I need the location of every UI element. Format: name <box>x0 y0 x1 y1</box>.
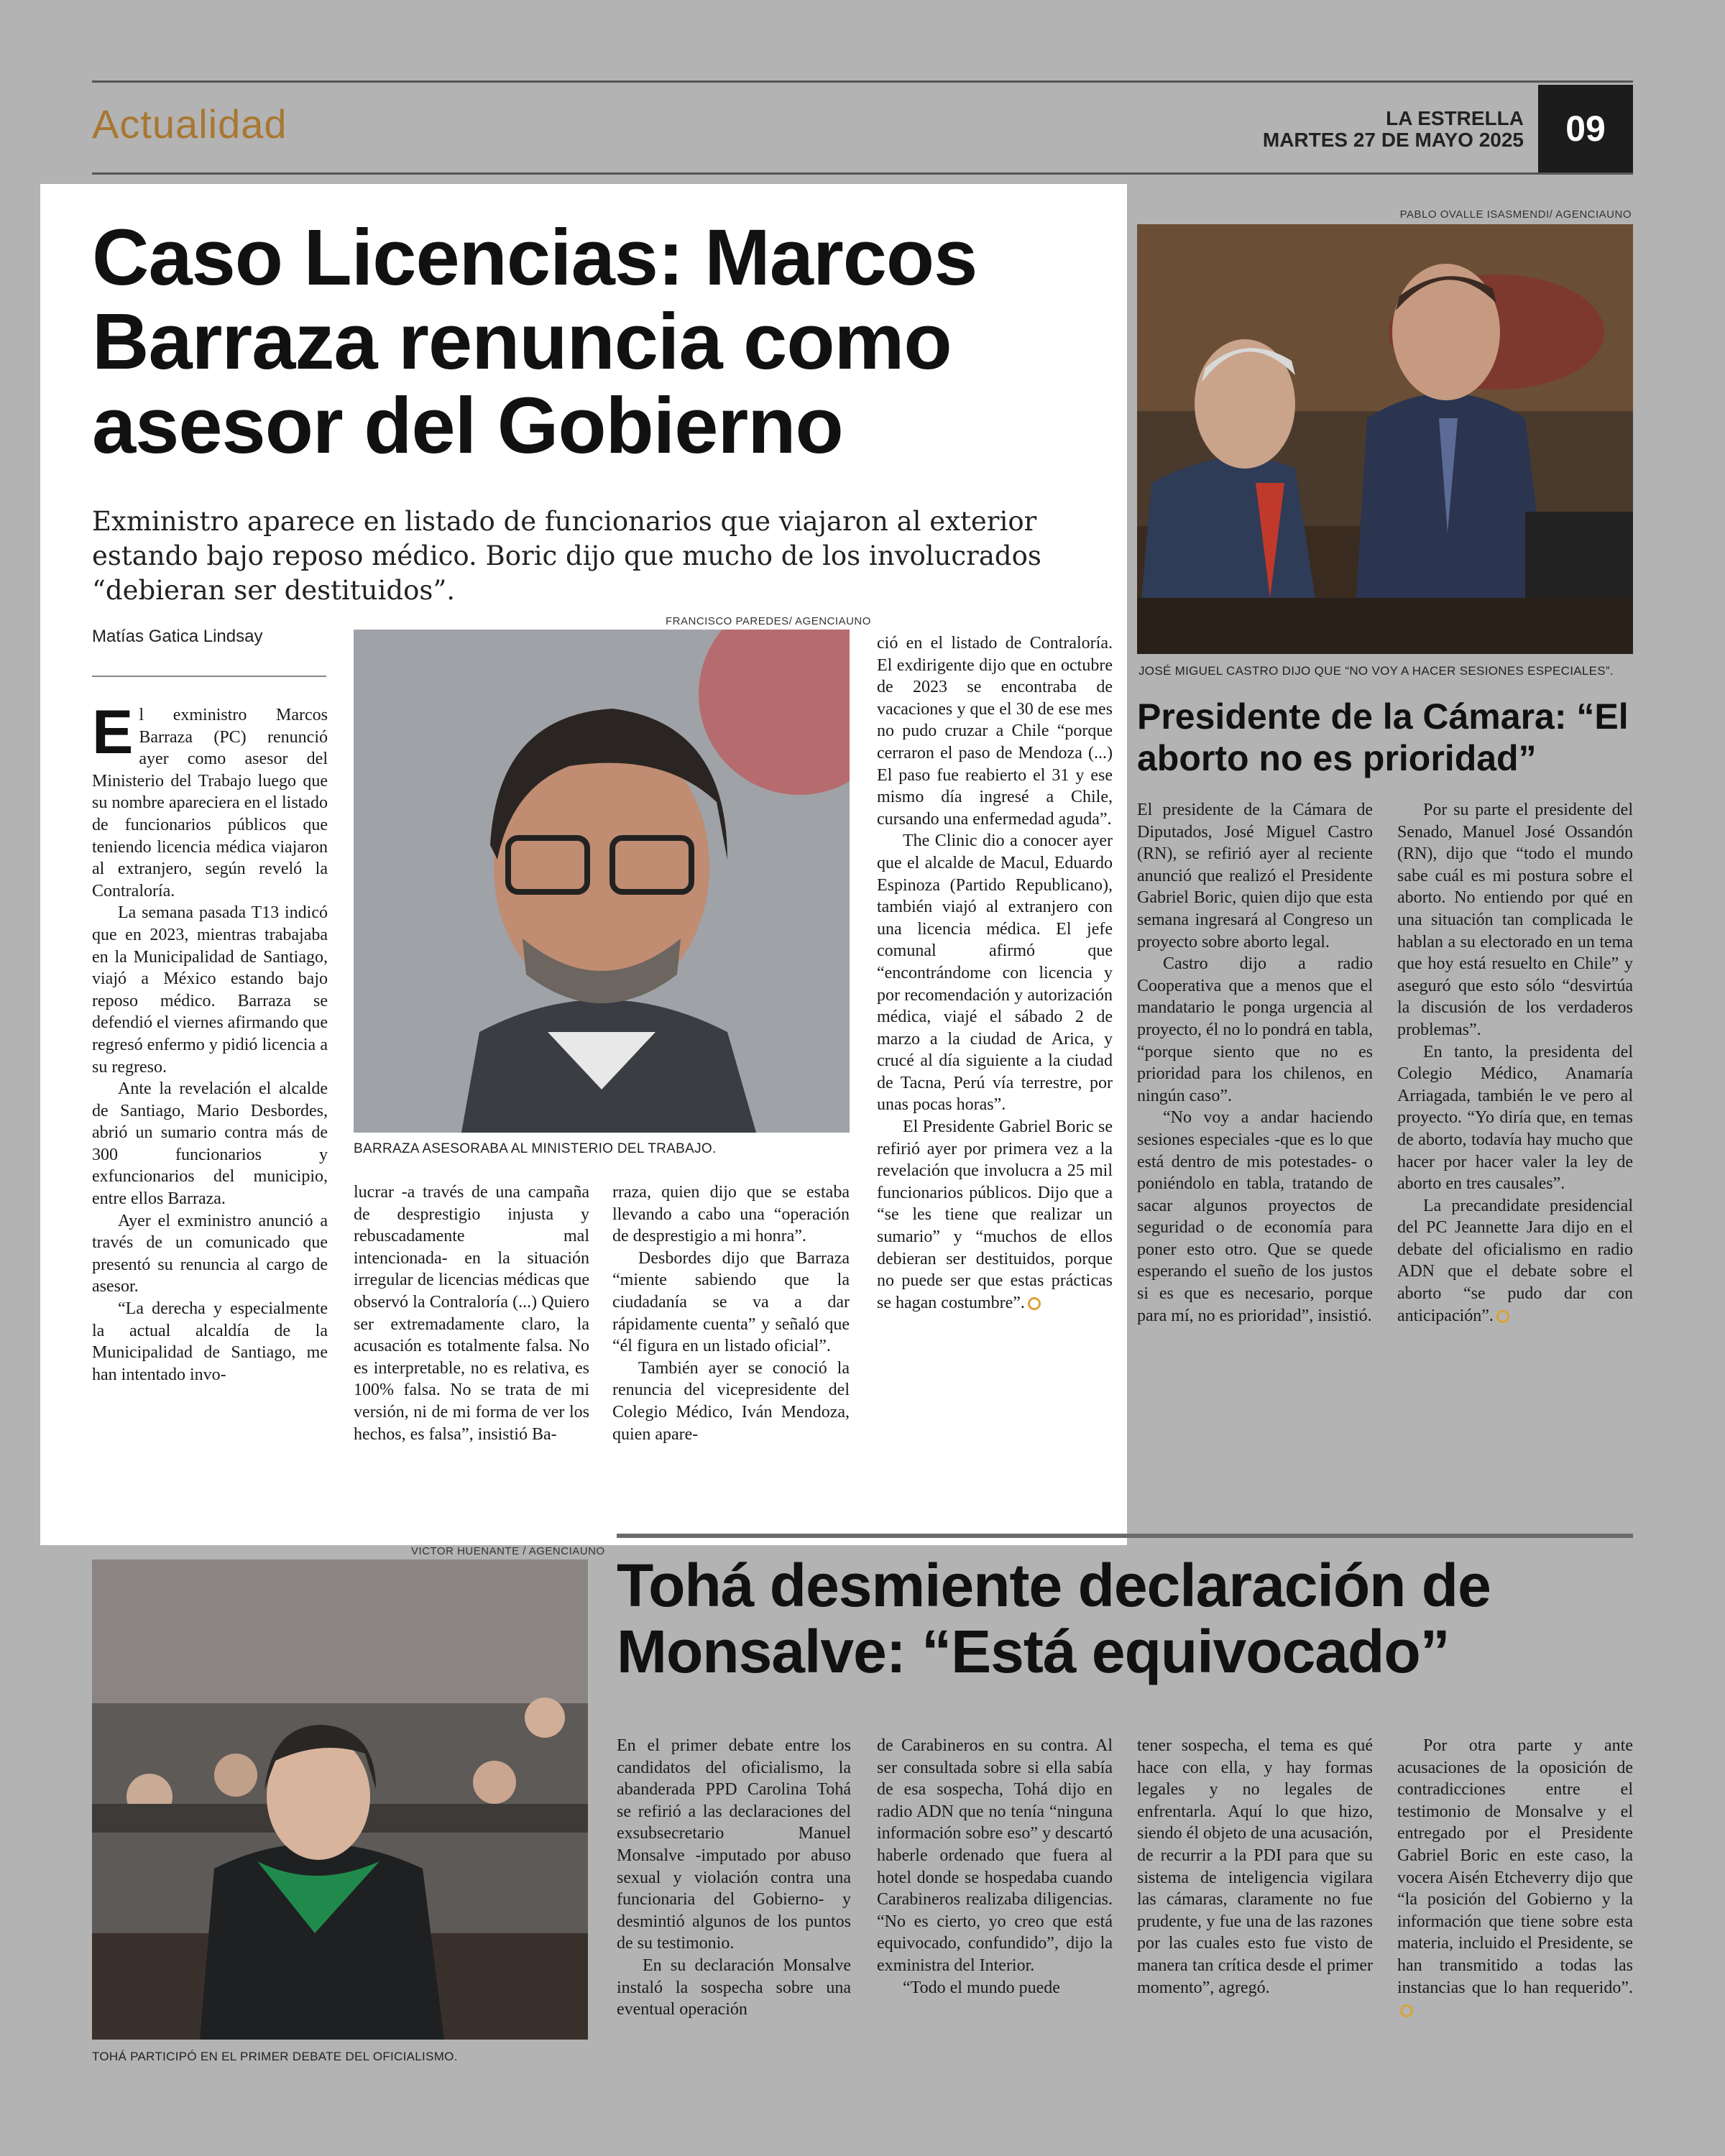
section-label: Actualidad <box>92 101 288 147</box>
end-mark-icon <box>1400 2004 1413 2017</box>
byline: Matías Gatica Lindsay <box>92 627 263 646</box>
main-photo-caption: BARRAZA ASESORABA AL MINISTERIO DEL TRABAJO. <box>354 1141 717 1156</box>
side-col1-p1: El presidente de la Cámara de Diputados, José Miguel Castro (RN), se refirió ayer al reciente anunció que realizó el Presidente Gabriel Boric, quien dijo que esta semana ingresará al Congreso un proyecto sobre aborto legal. <box>1137 801 1373 952</box>
header-top-rule <box>92 80 1633 83</box>
side-col1-p3: “No voy a andar haciendo sesiones especiales -que es lo que está dentro de mis potestades- o poniéndolo en tabla, tratando de sacar algunos proyectos de seguridad o de economía para poner esto otro. Que se quede esperando el sueño de los justos si es que es necesario, porque para mí, no es prioridad”, insistió. <box>1137 1108 1373 1325</box>
main-col4-p3: El Presidente Gabriel Boric se refirió ayer por primera vez a la revelación que involucra a 25 mil funcionarios públicos. Dijo que a “se les tiene que realizar un sumario” y “muchos de ellos debieran ser destituidos, porque no puede ser que estas prácticas se hagan costumbre”. <box>877 1118 1113 1312</box>
main-col3-p2: Desbordes dijo que Barraza “miente sabiendo que la ciudadanía se va a dar rápidamente cuenta” y señaló que “él figura en un listado oficial”. <box>612 1248 850 1356</box>
bottom-column-1 <box>617 1735 851 2021</box>
side-headline: Presidente de la Cámara: “El aborto no es prioridad” <box>1137 696 1629 778</box>
main-col1-p3: Ante la revelación el alcalde de Santiago, Mario Desbordes, abrió un sumario contra más de 300 funcionarios y exfuncionarios del municipio, entre ellos Barraza. <box>92 1079 328 1209</box>
bottom-col3-p1: tener sospecha, el tema es qué hace con ella, y hay formas legales y no legales de enfrentarla. Aquí lo que hizo, siendo él objeto de una acusación, de recurrir a la PDI para que su sistema de inteligencia vigilara las cámaras, claramente no fue prudente, y fue una de las razones por las cuales esto fue visto de manera tan crítica desde el primer momento”, agregó. <box>1137 1736 1373 1997</box>
bottom-col2-p2: “Todo el mundo puede <box>903 1978 1060 1997</box>
side-photo-credit: PABLO OVALLE ISASMENDI/ AGENCIAUNO <box>1399 208 1632 221</box>
main-col3-p3: También ayer se conoció la renuncia del vicepresidente del Colegio Médico, Iván Mendoza, quien apare- <box>612 1358 850 1444</box>
bottom-col1-p2: En su declaración Monsalve instaló la sospecha sobre una eventual operación <box>617 1955 851 2019</box>
bottom-col2-p1: de Carabineros en su contra. Al ser consultada sobre si ella sabía de esa sospecha, Tohá dijo en radio ADN que no tenía “ninguna información sobre eso” y descartó haberle ordenado que fuera al hotel donde se hospedaba cuando Carabineros realizaba diligencias. “No es cierto, yo creo que está equivocado, confundido”, dijo la exministra del Interior. <box>877 1736 1113 1975</box>
side-col2-p2: En tanto, la presidenta del Colegio Médico, Anamaría Arriagada, también le ve pero al proyecto. “Yo diría que, en temas de aborto, todavía hay mucho que hacer por hacer valer la ley de aborto en tres causales”. <box>1397 1042 1633 1194</box>
bottom-photo-credit: VICTOR HUENANTE / AGENCIAUNO <box>411 1545 605 1557</box>
masthead <box>1263 108 1524 151</box>
main-column-3 <box>612 1181 850 1445</box>
main-column-2 <box>354 1181 589 1445</box>
main-column-1 <box>92 698 328 1386</box>
side-photo-chamber <box>1137 224 1633 654</box>
main-col1-p4: Ayer el exministro anunció a través de un comunicado que presentó su renuncia al cargo de asesor. <box>92 1211 328 1296</box>
side-col2-p1: Por su parte el presidente del Senado, Manuel José Ossandón (RN), dijo que “todo el mundo sabe cuál es mi postura sobre el aborto. No entiendo por qué en una situación tan complicada le hablan a su electorado en un tema que hoy está resuelto en Chile” y aseguró que esto sólo “desvirtúa la discusión de los verdaderos problemas”. <box>1397 801 1633 1039</box>
end-mark-icon <box>1496 1310 1509 1323</box>
side-photo-caption: JOSÉ MIGUEL CASTRO DIJO QUE “NO VOY A HACER SESIONES ESPECIALES”. <box>1138 664 1614 678</box>
bottom-column-3 <box>1137 1735 1373 1999</box>
bottom-col1-p1: En el primer debate entre los candidatos del oficialismo, la abanderada PPD Carolina Tohá se refirió a las declaraciones del exsubsecretario Manuel Monsalve -imputado por abuso sexual y violación contra una funcionaria del Gobierno- y desmintió algunos de los puntos de su testimonio. <box>617 1736 851 1953</box>
page-number: 09 <box>1538 85 1633 172</box>
bottom-column-2 <box>877 1735 1113 1999</box>
main-col2-p1: lucrar -a través de una campaña de desprestigio injusta y rebuscadamente mal intencionada- en la situación irregular de licencias médicas que observó la Contraloría (...) Quiero ser extremadamente claro, la acusación es totalmente falsa. No es interpretable, no es relativa, es 100% falsa. No se trata de mi versión, ni de mi forma de ver los hechos, es falsa”, insistió Ba- <box>354 1183 589 1444</box>
main-col3-p1: rraza, quien dijo que se estaba llevando a cabo una “operación de desprestigio a mi honra”. <box>612 1183 850 1246</box>
main-col1-p1: l exministro Marcos Barraza (PC) renunció ayer como asesor del Ministerio del Trabajo luego que su nombre apareciera en el listado de funcionarios públicos que teniendo licencia médica viajaron al extranjero, según reveló la Contraloría. <box>92 706 328 900</box>
issue-date: MARTES 27 DE MAYO 2025 <box>1262 129 1524 151</box>
main-col1-p5: “La derecha y especialmente la actual alcaldía de la Municipalidad de Santiago, me han intentado invo- <box>92 1299 328 1384</box>
header-bottom-rule <box>92 172 1633 175</box>
bottom-article-rule <box>617 1534 1633 1538</box>
bottom-headline: Tohá desmiente declaración de Monsalve: “Está equivocado” <box>617 1552 1491 1685</box>
main-column-4 <box>877 632 1113 1314</box>
main-col4-p1: ció en el listado de Contraloría. El exdirigente dijo que en octubre de 2023 se encontraba de vacaciones y que el 30 de ese mes no pudo cruzar a Chile “porque cerraron el paso de Mendoza (...) El paso fue reabierto el 31 y ese mismo día ingresé a Chile, cursando una enfermedad aguda”. <box>877 634 1113 829</box>
main-col4-p2: The Clinic dio a conocer ayer que el alcalde de Macul, Eduardo Espinoza (Partido Republicano), también viajó al extranjero con una licencia médica. El jefe comunal afirmó que “encontrándome con licencia y por recomendación y autorización médica, viajé el sábado 2 de marzo a la ciudad de Arica, y crucé al día siguiente a la ciudad de Tacna, Perú vía terrestre, por unas pocas horas”. <box>877 831 1113 1115</box>
byline-rule <box>92 676 326 677</box>
main-col1-p2: La semana pasada T13 indicó que en 2023, mientras trabajaba en la Municipalidad de Santiago, viajó a México estando bajo reposo médico. Barraza se defendió el viernes afirmando que regresó enfermo y pidió licencia a su regreso. <box>92 903 328 1077</box>
drop-cap: E <box>92 698 134 767</box>
side-column-2 <box>1397 799 1633 1327</box>
main-deck: Exministro aparece en listado de funcionarios que viajaron al exterior estando bajo reposo médico. Boric dijo que mucho de los involucrados “debieran ser destituidos”. <box>92 506 1041 606</box>
bottom-photo-toha <box>92 1560 588 2040</box>
end-mark-icon <box>1028 1297 1041 1310</box>
paper-name: LA ESTRELLA <box>1386 107 1524 129</box>
side-column-1 <box>1137 799 1373 1327</box>
main-photo-credit: FRANCISCO PAREDES/ AGENCIAUNO <box>666 615 871 627</box>
side-col1-p2: Castro dijo a radio Cooperativa que a menos que el mandatario le ponga urgencia al proyecto, él no lo pondrá en tabla, “porque siento que no es prioridad para los chilenos, en ningún caso”. <box>1137 954 1373 1105</box>
main-photo-barraza <box>354 630 850 1133</box>
main-headline: Caso Licencias: Marcos Barraza renuncia como asesor del Gobierno <box>92 213 978 470</box>
bottom-column-4 <box>1397 1735 1633 2021</box>
bottom-photo-caption: TOHÁ PARTICIPÓ EN EL PRIMER DEBATE DEL OFICIALISMO. <box>92 2050 458 2063</box>
side-col2-p3: La precandidate presidencial del PC Jeannette Jara dijo en el debate del oficialismo en radio ADN que el debate sobre el aborto “se pudo dar con anticipación”. <box>1397 1196 1633 1325</box>
bottom-col4-p1: Por otra parte y ante acusaciones de la oposición de contradicciones entre el testimonio de Monsalve y el entregado por el Presidente Gabriel Boric en este caso, la vocera Aisén Etcheverry dijo que “la posición del Gobierno y la información que tiene sobre esta materia, incluido el Presidente, se han transmitido a todas las instancias que lo han requerido”. <box>1397 1736 1633 1997</box>
